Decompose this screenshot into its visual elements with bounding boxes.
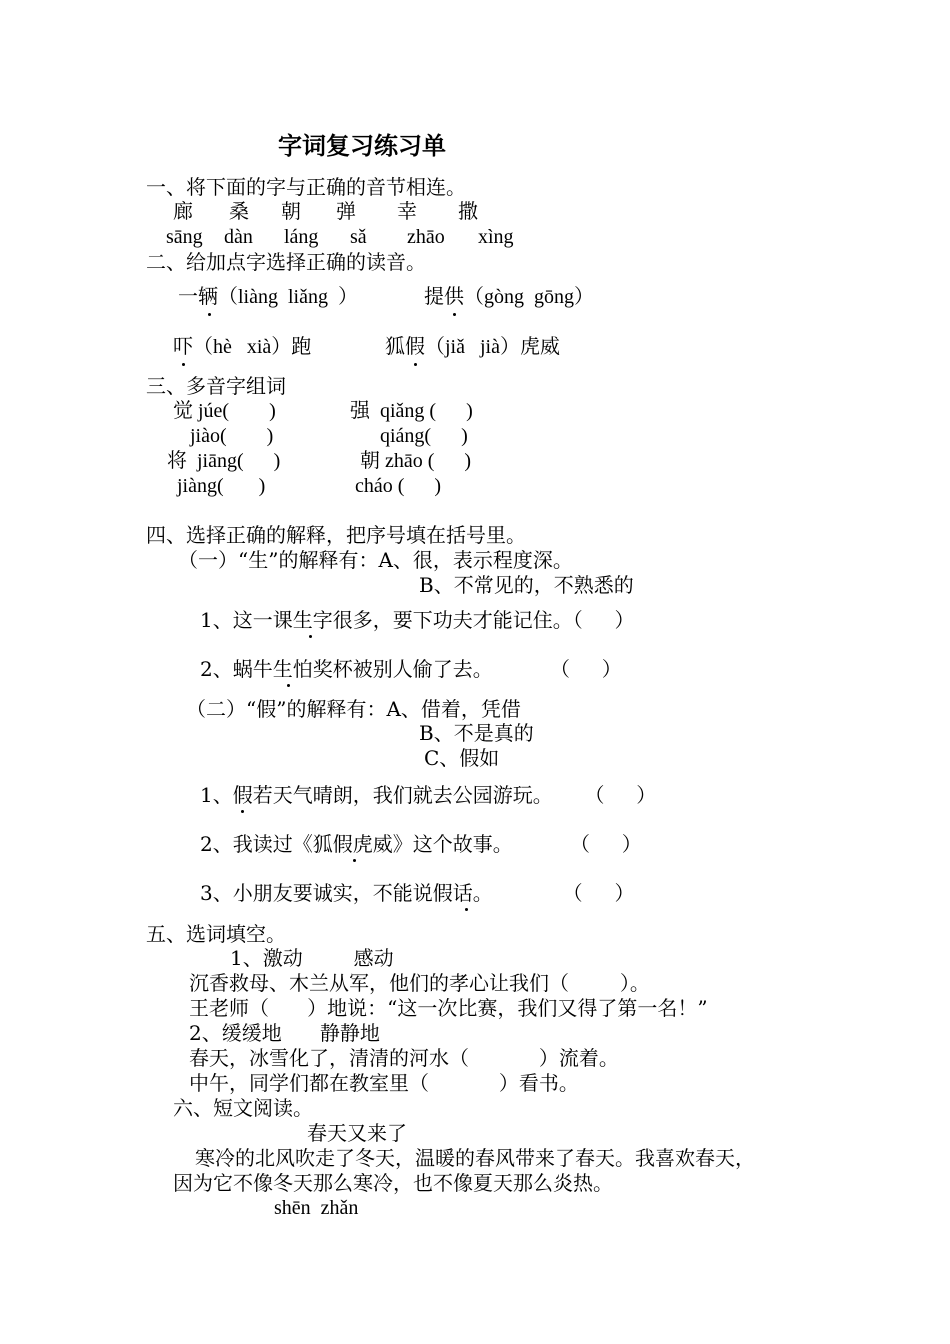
reading-question: 吓（hè xià）跑 (173, 336, 312, 358)
emphasis-dot (182, 363, 185, 366)
definition-question: 2、我读过《狐假虎威》这个故事。 （ ） (200, 832, 642, 856)
definition-option: C、假如 (424, 746, 500, 770)
page-title: 字词复习练习单 (278, 131, 446, 160)
char-item: 撒 (458, 199, 478, 223)
polyphone-entry: 觉 júe( ) (173, 400, 276, 422)
reading-question: 提供（gòng gōng） (424, 286, 594, 308)
section3-heading: 三、多音字组词 (146, 374, 286, 398)
section4-heading: 四、选择正确的解释，把序号填在括号里。 (146, 523, 526, 547)
fill-sentence: 春天，冰雪化了，清清的河水（ ）流着。 (189, 1046, 619, 1070)
section2-heading: 二、给加点字选择正确的读音。 (146, 250, 426, 274)
definition-heading: （一）“生”的解释有：A、很，表示程度深。 (178, 548, 573, 572)
fill-sentence: 沉香救母、木兰从军，他们的孝心让我们（ ）。 (189, 971, 650, 995)
reading-question: 一辆（liàng liǎng ） (178, 286, 358, 308)
polyphone-entry: 强 qiǎng ( ) (350, 400, 473, 422)
definition-question: 1、假若天气晴朗，我们就去公园游玩。 （ ） (200, 783, 657, 807)
syllable-item: sǎ (350, 226, 367, 248)
emphasis-dot (453, 313, 456, 316)
syllable-item: láng (284, 226, 319, 248)
syllable-item: zhāo (407, 226, 445, 248)
fill-sentence: 王老师（ ）地说：“这一次比赛，我们又得了第一名！” (189, 996, 708, 1020)
story-title: 春天又来了 (307, 1121, 407, 1145)
emphasis-dot (208, 313, 211, 316)
definition-option: B、不常见的，不熟悉的 (419, 573, 634, 597)
emphasis-dot (465, 908, 468, 911)
syllable-item: xìng (478, 226, 514, 248)
story-paragraph: 因为它不像冬天那么寒冷，也不像夏天那么炎热。 (173, 1171, 613, 1195)
polyphone-entry: cháo ( ) (355, 475, 442, 497)
char-item: 廊 (173, 199, 193, 223)
emphasis-dot (353, 859, 356, 862)
word-choice-group: 2、缓缓地 静静地 (189, 1021, 380, 1045)
emphasis-dot (414, 363, 417, 366)
polyphone-entry: jiàng( ) (177, 475, 266, 497)
section1-heading: 一、将下面的字与正确的音节相连。 (146, 175, 466, 199)
char-item: 朝 (281, 199, 301, 223)
fill-sentence: 中午，同学们都在教室里（ ）看书。 (189, 1071, 579, 1095)
pinyin-line: shēn zhǎn (274, 1197, 359, 1219)
char-item: 幸 (397, 199, 417, 223)
section5-heading: 五、选词填空。 (146, 922, 286, 946)
section6-heading: 六、短文阅读。 (173, 1096, 313, 1120)
emphasis-dot (309, 635, 312, 638)
emphasis-dot (241, 810, 244, 813)
definition-question: 3、小朋友要诚实，不能说假话。 （ ） (200, 881, 635, 905)
polyphone-entry: 朝 zhāo ( ) (360, 450, 472, 472)
definition-question: 2、蜗牛生怕奖杯被别人偷了去。 （ ） (200, 657, 622, 681)
emphasis-dot (287, 684, 290, 687)
story-paragraph: 寒冷的北风吹走了冬天，温暖的春风带来了春天。我喜欢春天， (195, 1146, 755, 1170)
polyphone-entry: 将 jiāng( ) (167, 450, 281, 472)
char-item: 桑 (229, 199, 249, 223)
polyphone-entry: jiào( ) (190, 425, 274, 447)
definition-question: 1、这一课生字很多，要下功夫才能记住。（ ） (200, 608, 635, 632)
definition-heading: （二）“假”的解释有：A、借着，凭借 (186, 697, 521, 721)
word-choice-group: 1、激动 感动 (230, 946, 394, 970)
reading-question: 狐假（jiǎ jià）虎威 (385, 336, 560, 358)
syllable-item: dàn (224, 226, 253, 248)
definition-option: B、不是真的 (419, 721, 534, 745)
polyphone-entry: qiáng( ) (380, 425, 468, 447)
syllable-item: sāng (166, 226, 203, 248)
char-item: 弹 (336, 199, 356, 223)
